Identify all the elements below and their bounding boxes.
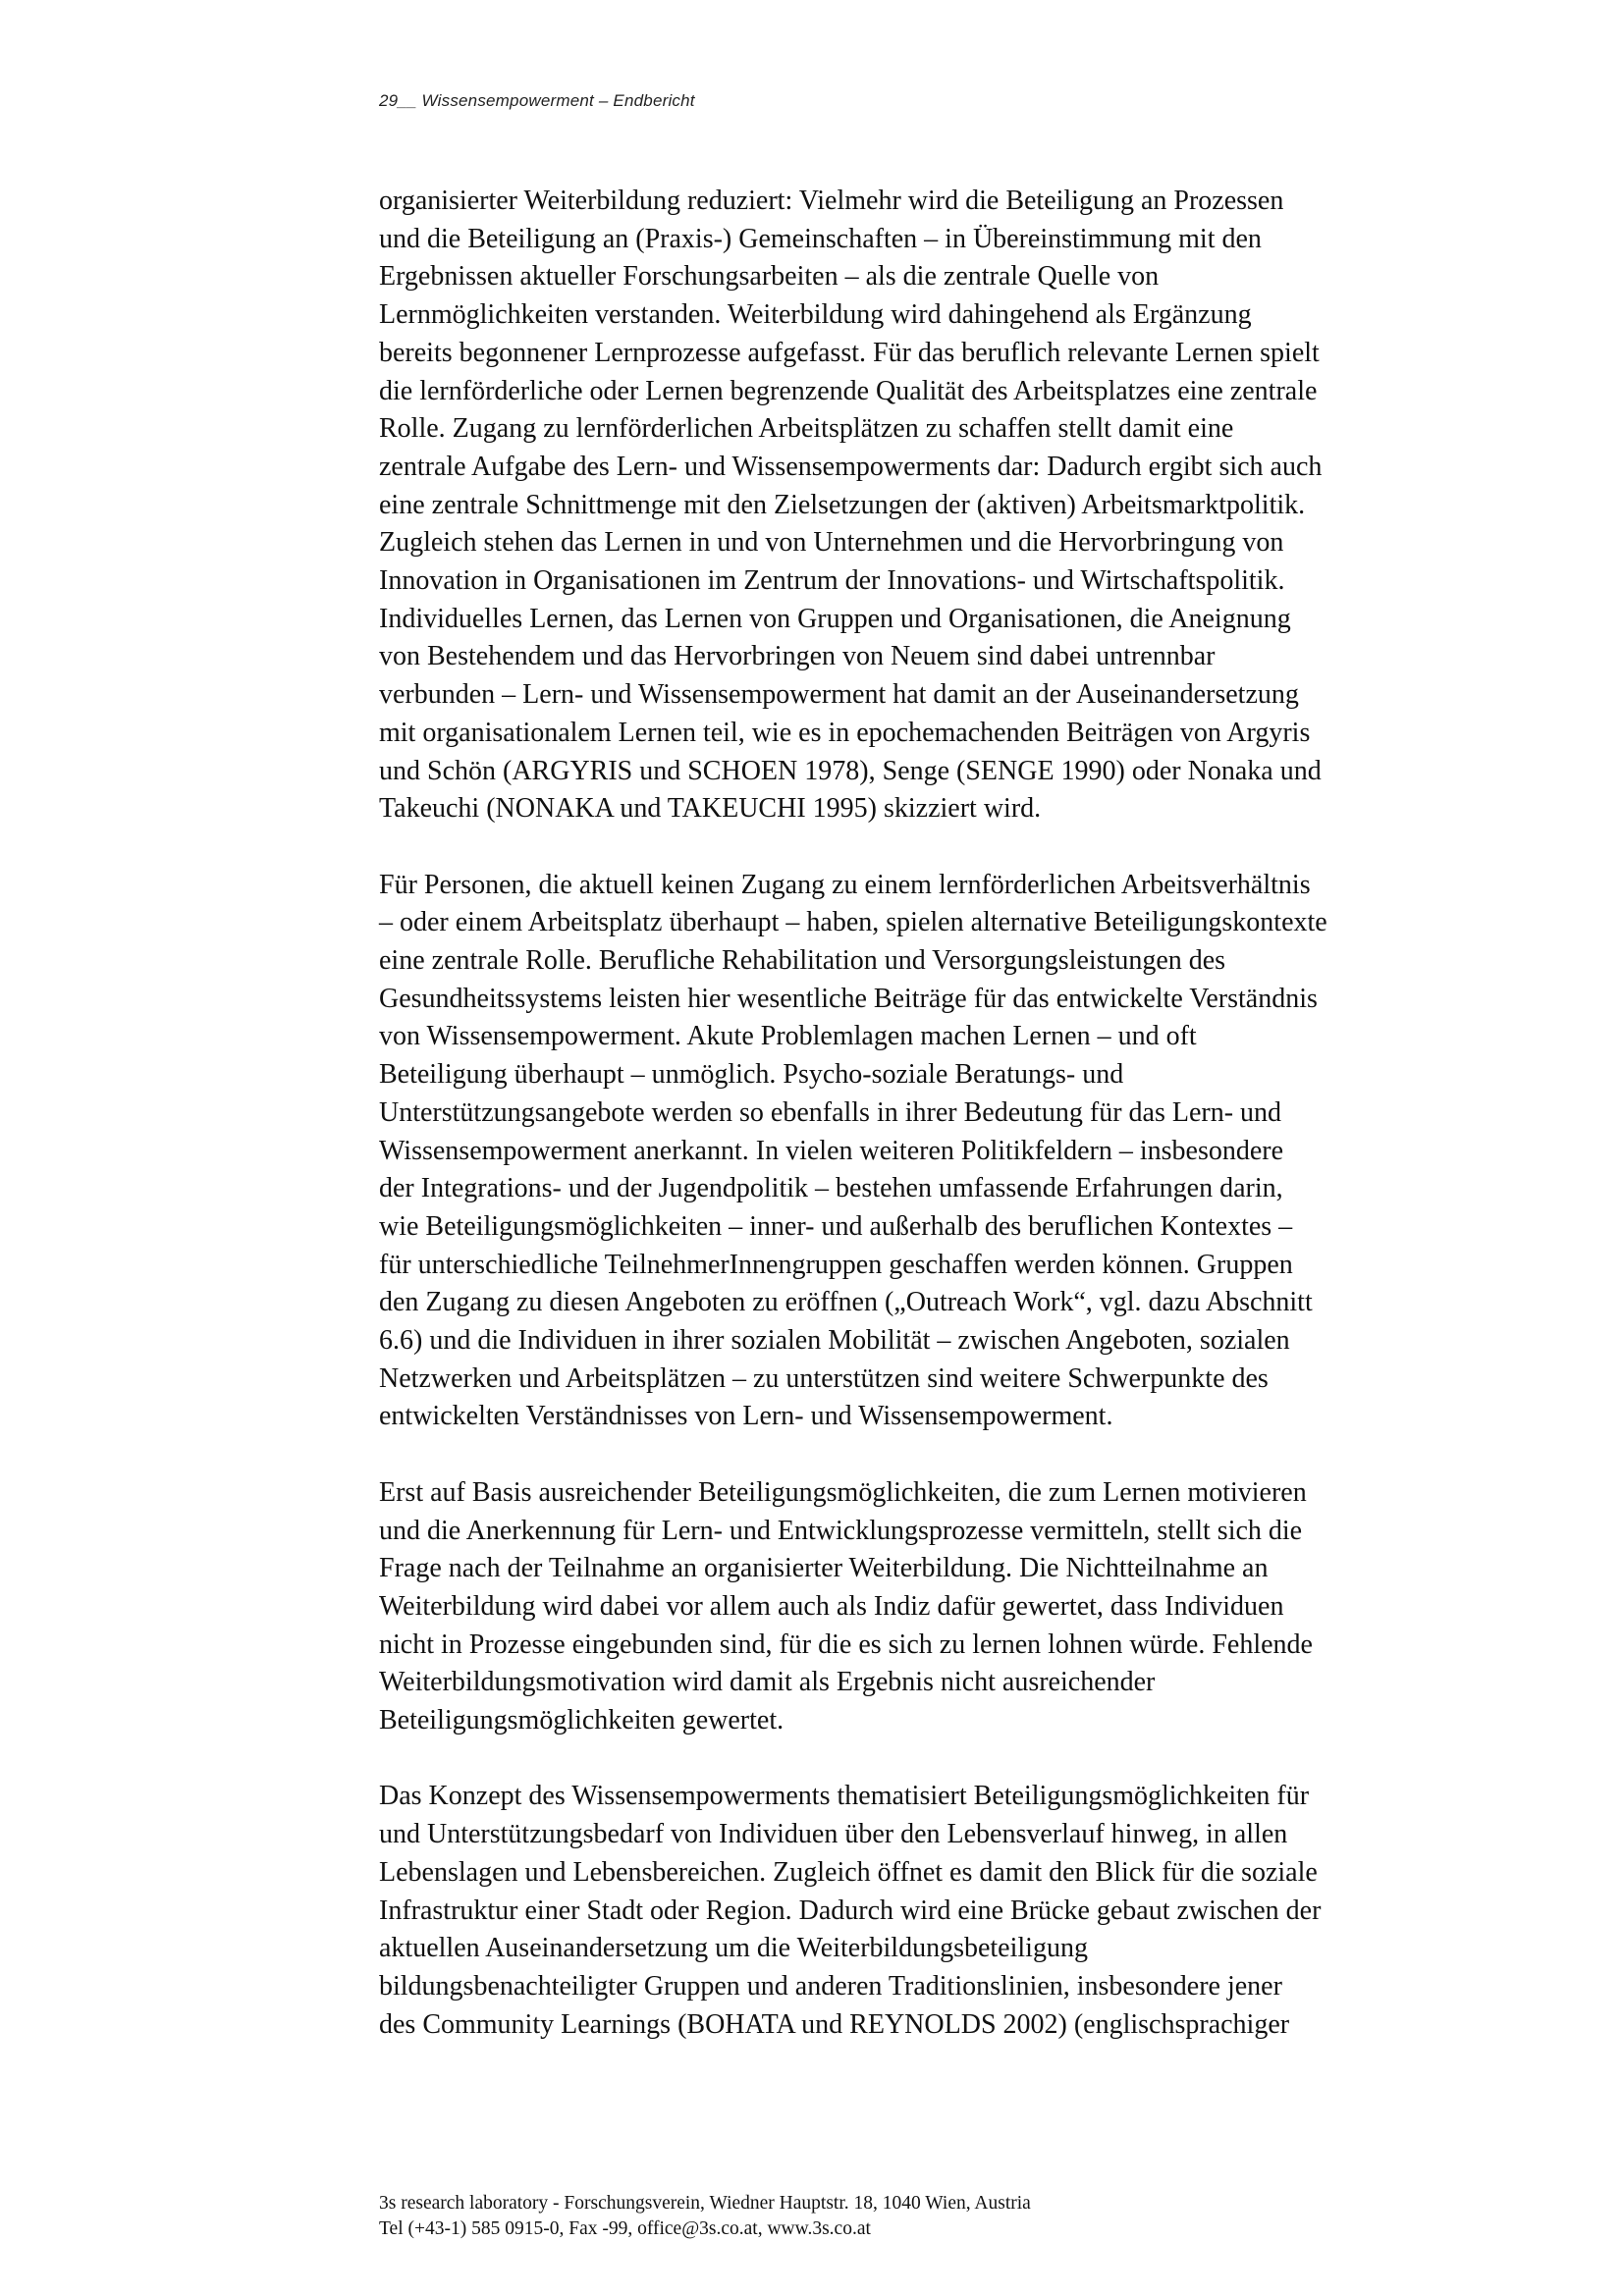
text-line: mit organisationalem Lernen teil, wie es in epochemachenden Beiträgen von Argyris <box>379 717 1311 748</box>
footer-address: 3s research laboratory - Forschungsverein, Wiedner Hauptstr. 18, 1040 Wien, Austria <box>379 2193 1031 2214</box>
text-line: Weiterbildungsmotivation wird damit als Ergebnis nicht ausreichender <box>379 1667 1156 1698</box>
text-line: und die Anerkennung für Lern- und Entwicklungsprozesse vermitteln, stellt sich die <box>379 1515 1303 1546</box>
text-line: Unterstützungsangebote werden so ebenfalls in ihrer Bedeutung für das Lern- und <box>379 1096 1282 1128</box>
running-header: 29__ Wissensempowerment – Endbericht <box>379 91 695 110</box>
text-line: und Schön (ARGYRIS und SCHOEN 1978), Senge (SENGE 1990) oder Nonaka und <box>379 755 1322 786</box>
text-line: von Bestehendem und das Hervorbringen von Neuem sind dabei untrennbar <box>379 641 1216 672</box>
text-line: bereits begonnener Lernprozesse aufgefasst. Für das beruflich relevante Lernen spielt <box>379 337 1320 368</box>
text-line: Für Personen, die aktuell keinen Zugang zu einem lernförderlichen Arbeitsverhältnis <box>379 869 1311 900</box>
text-line: Gesundheitssystems leisten hier wesentliche Beiträge für das entwickelte Verständnis <box>379 983 1318 1014</box>
text-line: Lebenslagen und Lebensbereichen. Zugleich öffnet es damit den Blick für die soziale <box>379 1856 1318 1888</box>
text-line: zentrale Aufgabe des Lern- und Wissensempowerments dar: Dadurch ergibt sich auch <box>379 451 1323 482</box>
text-line: wie Beteiligungsmöglichkeiten – inner- und außerhalb des beruflichen Kontextes – <box>379 1210 1293 1242</box>
text-line: des Community Learnings (BOHATA und REYNOLDS 2002) (englischsprachiger <box>379 2008 1290 2040</box>
text-line: Weiterbildung wird dabei vor allem auch als Indiz dafür gewertet, dass Individuen <box>379 1590 1284 1622</box>
text-line: Ergebnissen aktueller Forschungsarbeiten – als die zentrale Quelle von <box>379 261 1160 293</box>
text-line: aktuellen Auseinandersetzung um die Weiterbildungsbeteiligung <box>379 1933 1088 1964</box>
text-line: Netzwerken und Arbeitsplätzen – zu unterstützen sind weitere Schwerpunkte des <box>379 1362 1269 1394</box>
text-line: entwickelten Verständnisses von Lern- und Wissensempowerment. <box>379 1401 1113 1432</box>
text-line: eine zentrale Schnittmenge mit den Zielsetzungen der (aktiven) Arbeitsmarktpolitik. <box>379 489 1306 520</box>
text-line: Rolle. Zugang zu lernförderlichen Arbeitsplätzen zu schaffen stellt damit eine <box>379 413 1234 445</box>
footer-contact: Tel (+43-1) 585 0915-0, Fax -99, office@3s.co.at, www.3s.co.at <box>379 2218 871 2239</box>
text-line: Infrastruktur einer Stadt oder Region. Dadurch wird eine Brücke gebaut zwischen der <box>379 1895 1322 1926</box>
text-line: Innovation in Organisationen im Zentrum der Innovations- und Wirtschaftspolitik. <box>379 565 1285 597</box>
text-line: die lernförderliche oder Lernen begrenzende Qualität des Arbeitsplatzes eine zentrale <box>379 375 1318 406</box>
paragraph-2 <box>379 867 1469 1437</box>
text-line: eine zentrale Rolle. Berufliche Rehabilitation und Versorgungsleistungen des <box>379 945 1226 977</box>
text-line: – oder einem Arbeitsplatz überhaupt – haben, spielen alternative Beteiligungskontexte <box>379 907 1327 938</box>
text-line: Wissensempowerment anerkannt. In vielen weiteren Politikfeldern – insbesondere <box>379 1135 1284 1166</box>
text-line: bildungsbenachteiligter Gruppen und anderen Traditionslinien, insbesondere jener <box>379 1971 1282 2002</box>
paragraph-4 <box>379 1778 1469 2044</box>
text-line: nicht in Prozesse eingebunden sind, für die es sich zu lernen lohnen würde. Fehlende <box>379 1629 1313 1660</box>
text-line: den Zugang zu diesen Angeboten zu eröffnen („Outreach Work“, vgl. dazu Abschnitt <box>379 1287 1313 1318</box>
text-line: Individuelles Lernen, das Lernen von Gruppen und Organisationen, die Aneignung <box>379 603 1291 634</box>
text-line: Zugleich stehen das Lernen in und von Unternehmen und die Hervorbringung von <box>379 527 1284 559</box>
text-line: und Unterstützungsbedarf von Individuen über den Lebensverlauf hinweg, in allen <box>379 1819 1288 1850</box>
text-line: für unterschiedliche TeilnehmerInnengruppen geschaffen werden können. Gruppen <box>379 1249 1293 1280</box>
text-line: Takeuchi (NONAKA und TAKEUCHI 1995) skizziert wird. <box>379 793 1042 825</box>
text-line: Das Konzept des Wissensempowerments thematisiert Beteiligungsmöglichkeiten für <box>379 1781 1310 1812</box>
text-line: Lernmöglichkeiten verstanden. Weiterbildung wird dahingehend als Ergänzung <box>379 299 1252 331</box>
text-line: Frage nach der Teilnahme an organisierter Weiterbildung. Die Nichtteilnahme an <box>379 1553 1269 1584</box>
page-footer <box>379 2191 1031 2242</box>
main-text <box>379 183 1469 2082</box>
text-line: Beteiligung überhaupt – unmöglich. Psycho-soziale Beratungs- und <box>379 1059 1124 1091</box>
text-line: Beteiligungsmöglichkeiten gewertet. <box>379 1705 784 1736</box>
text-line: der Integrations- und der Jugendpolitik – bestehen umfassende Erfahrungen darin, <box>379 1173 1283 1204</box>
text-line: von Wissensempowerment. Akute Problemlagen machen Lernen – und oft <box>379 1021 1197 1052</box>
text-line: Erst auf Basis ausreichender Beteiligungsmöglichkeiten, die zum Lernen motivieren <box>379 1476 1307 1508</box>
text-line: organisierter Weiterbildung reduziert: Vielmehr wird die Beteiligung an Prozessen <box>379 186 1284 216</box>
text-line: verbunden – Lern- und Wissensempowerment hat damit an der Auseinandersetzung <box>379 679 1299 711</box>
paragraph-1 <box>379 183 1469 828</box>
text-line: 6.6) und die Individuen in ihrer sozialen Mobilität – zwischen Angeboten, sozialen <box>379 1325 1290 1357</box>
text-line: und die Beteiligung an (Praxis-) Gemeinschaften – in Übereinstimmung mit den <box>379 223 1262 254</box>
paragraph-3 <box>379 1474 1469 1740</box>
